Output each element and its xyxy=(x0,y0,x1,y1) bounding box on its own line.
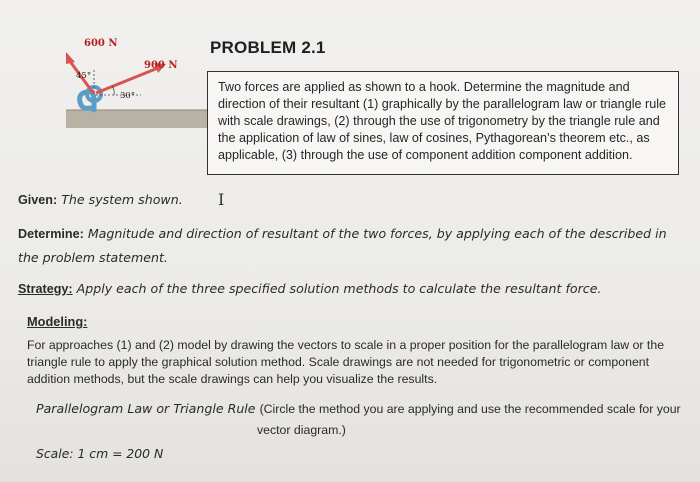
determine-label: Determine: xyxy=(18,227,84,241)
given-label: Given: xyxy=(18,193,58,207)
angle-30-label: 30° xyxy=(120,91,136,101)
determine-line xyxy=(18,222,686,270)
method-options: Parallelogram Law or Triangle Rule xyxy=(36,401,256,416)
force-600-label: 600 N xyxy=(84,38,118,49)
hook-force-diagram xyxy=(66,30,216,130)
text-cursor-icon: I xyxy=(218,190,225,209)
force-900-label: 900 N xyxy=(144,60,178,71)
scale-line: Scale: 1 cm = 200 N xyxy=(36,446,164,461)
angle-45-label: 45° xyxy=(76,71,92,81)
strategy-line xyxy=(18,281,601,296)
given-text: The system shown. xyxy=(61,192,183,207)
determine-text: Magnitude and direction of resultant of the two forces, by applying each of the described in the problem statement. xyxy=(18,226,667,265)
problem-title: PROBLEM 2.1 xyxy=(210,38,326,57)
modeling-heading xyxy=(27,314,87,329)
problem-statement-box xyxy=(207,71,679,175)
strategy-text: Apply each of the three specified solution methods to calculate the resultant force. xyxy=(76,281,602,296)
modeling-paragraph: For approaches (1) and (2) model by drawing the vectors to scale in a proper position for the parallelogram law or the triangle rule to apply the graphical solution method. Scale drawings are not needed for trigonometric or component addition methods, but the scale drawings can help you visualize the results. xyxy=(27,338,665,386)
given-line xyxy=(18,192,183,207)
method-line xyxy=(36,401,681,416)
method-note: (Circle the method you are applying and use the recommended scale for your xyxy=(259,402,681,416)
strategy-label: Strategy: xyxy=(18,282,73,296)
support-surface xyxy=(66,110,216,128)
modeling-label: Modeling: xyxy=(27,314,88,329)
force-900-arrow xyxy=(96,68,158,93)
problem-statement: Two forces are applied as shown to a hook. Determine the magnitude and direction of their resultant (1) graphically by the parallelogram law or triangle rule with scale drawings, (2) through the use of trigonometry by the triangle rule and the application of law of sines, law of cosines, Pythagorean’s theorem etc., as applicable, (3) through the use of component addition component addition. xyxy=(218,80,666,162)
method-note-continued: vector diagram.) xyxy=(257,423,346,437)
force-600-arrowhead xyxy=(66,52,75,64)
